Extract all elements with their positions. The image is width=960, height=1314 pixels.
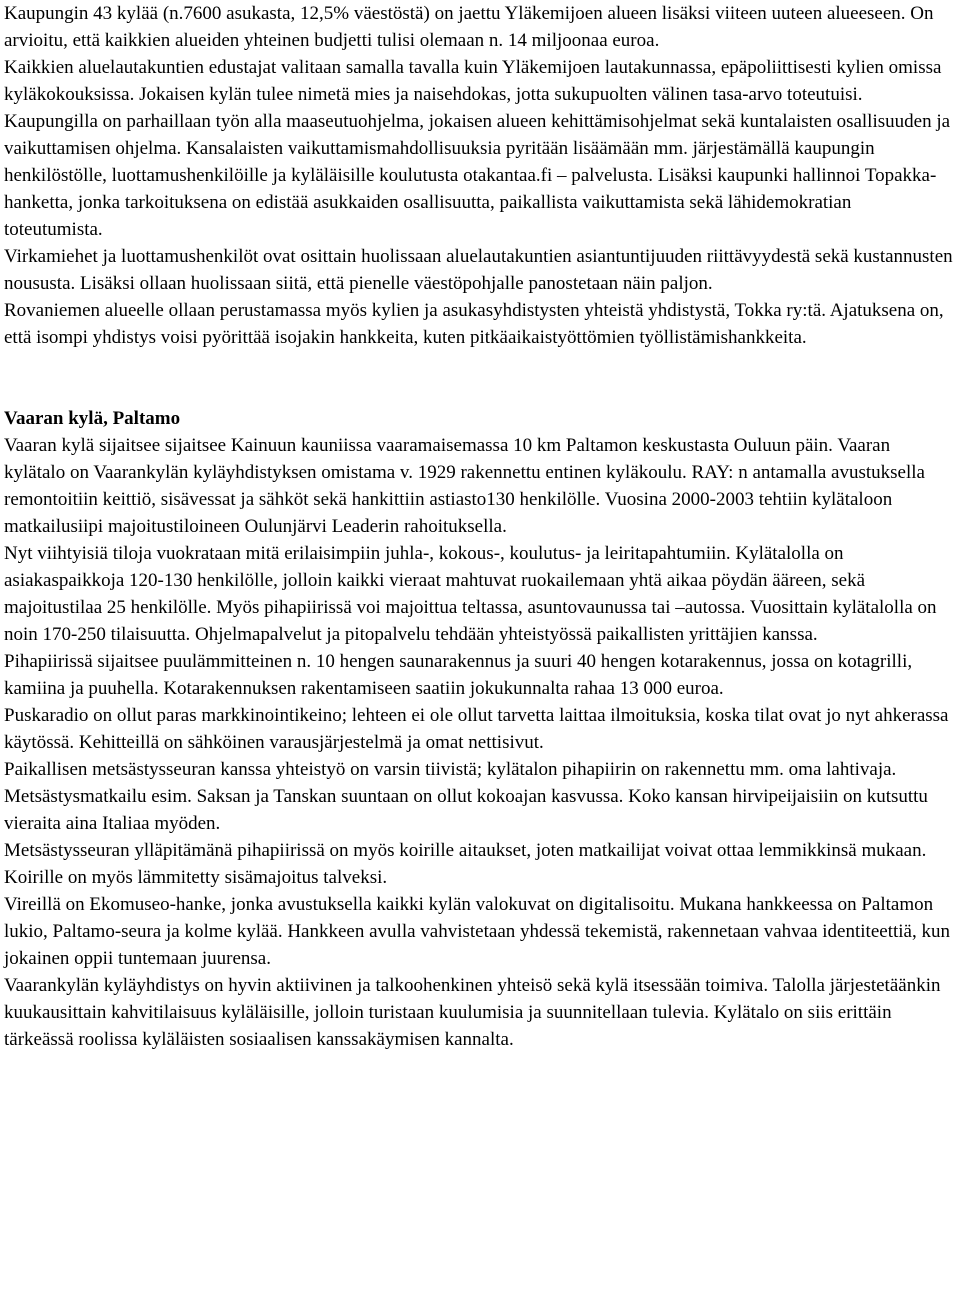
paragraph: Vireillä on Ekomuseo-hanke, jonka avustuksella kaikki kylän valokuvat on digitalisoitu. Mukana hankkeessa on Paltamon lukio, Paltamo-seura ja kolme kylää. Hankkeen avulla vahvistetaan yhdessä tekemistä, rakennetaan vahvaa identiteettiä, kun jokainen oppii tuntemaan juurensa. xyxy=(4,894,950,969)
paragraph: Kaupungin 43 kylää (n.7600 asukasta, 12,5% väestöstä) on jaettu Yläkemijoen alueen lisäksi viiteen uuteen alueeseen. On arvioitu, että kaikkien alueiden yhteinen budjetti tulisi olemaan n. 14 miljoonaa euroa. xyxy=(4,3,934,51)
paragraph: Kaupungilla on parhaillaan työn alla maaseutuohjelma, jokaisen alueen kehittämisohjelmat sekä kuntalaisten osallisuuden ja vaikuttamisen ohjelma. Kansalaisten vaikuttamismahdollisuuksia pyritään lisäämään mm. järjestämällä kaupungin henkilöstölle, luottamushenkilöille ja kyläläisille koulutusta otakantaa.fi – palvelusta. Lisäksi kaupunki hallinnoi Topakka-hanketta, jonka tarkoituksena on edistää asukkaiden osallisuutta, paikallista vaikuttamista sekä lähidemokratian toteutumista. xyxy=(4,111,951,240)
paragraph: Rovaniemen alueelle ollaan perustamassa myös kylien ja asukasyhdistysten yhteistä yhdistystä, Tokka ry:tä. Ajatuksena on, että isompi yhdistys voisi pyörittää isojakin hankkeita, kuten pitkäaikaistyöttömien työllistämishankkeita. xyxy=(4,300,944,348)
paragraph: Nyt viihtyisiä tiloja vuokrataan mitä erilaisimpiin juhla-, kokous-, koulutus- ja leiritapahtumiin. Kylätalolla on asiakaspaikkoja 120-130 henkilölle, jolloin kaikki vieraat mahtuvat ruokailemaan yhtä aikaa pöydän ääreen, sekä majoitustilaa 25 henkilölle. Myös pihapiirissä voi majoittua teltassa, asuntovaunussa tai –autossa. Vuosittain kylätalolla on noin 170-250 tilaisuutta. Ohjelmapalvelut ja pitopalvelu tehdään yhteistyössä paikallisten yrittäjien kanssa. xyxy=(4,543,937,645)
paragraph: Puskaradio on ollut paras markkinointikeino; lehteen ei ole ollut tarvetta laittaa ilmoituksia, koska tilat ovat jo nyt ahkerassa käytössä. Kehitteillä on sähköinen varausjärjestelmä ja omat nettisivut. xyxy=(4,705,949,753)
document-page xyxy=(4,0,954,1053)
paragraph: Pihapiirissä sijaitsee puulämmitteinen n. 10 hengen saunarakennus ja suuri 40 hengen kotarakennus, jossa on kotagrilli, kamiina ja puuhella. Kotarakennuksen rakentamiseen saatiin jokukunnalta rahaa 13 000 euroa. xyxy=(4,651,913,699)
paragraph: Kaikkien aluelautakuntien edustajat valitaan samalla tavalla kuin Yläkemijoen lautakunnassa, epäpoliittisesti kylien omissa kyläkokouksissa. Jokaisen kylän tulee nimetä mies ja naisehdokas, jotta sukupuolten välinen tasa-arvo toteutuisi. xyxy=(4,57,942,105)
paragraph: Virkamiehet ja luottamushenkilöt ovat osittain huolissaan aluelautakuntien asiantuntijuuden riittävyydestä sekä kustannusten noususta. Lisäksi ollaan huolissaan siitä, että pienelle väestöpohjalle panostetaan näin paljon. xyxy=(4,246,953,294)
section-heading: Vaaran kylä, Paltamo xyxy=(4,408,181,429)
paragraph: Paikallisen metsästysseuran kanssa yhteistyö on varsin tiivistä; kylätalon pihapiirin on rakennettu mm. oma lahtivaja. Metsästysmatkailu esim. Saksan ja Tanskan suuntaan on ollut kokoajan kasvussa. Koko kansan hirvipeijaisiin on kutsuttu vieraita aina Italiaa myöden. xyxy=(4,759,928,834)
section-gap xyxy=(4,351,954,405)
paragraph: Vaaran kylä sijaitsee sijaitsee Kainuun kauniissa vaaramaisemassa 10 km Paltamon keskustasta Ouluun päin. Vaaran kylätalo on Vaarankylän kyläyhdistyksen omistama v. 1929 rakennettu entinen kyläkoulu. RAY: n antamalla avustuksella remontoitiin keittiö, sisävessat ja sähköt sekä hankittiin astiasto130 henkilölle. Vuosina 2000-2003 tehtiin kylätaloon matkailusiipi majoitustiloineen Oulunjärvi Leaderin rahoituksella. xyxy=(4,435,925,537)
paragraph: Vaarankylän kyläyhdistys on hyvin aktiivinen ja talkoohenkinen yhteisö sekä kylä itsessään toimiva. Talolla järjestetäänkin kuukausittain kahvitilaisuus kyläläisille, jolloin turistaan kuulumisia ja suunnitellaan tulevia. Kylätalo on siis erittäin tärkeässä roolissa kyläläisten sosiaalisen kanssakäymisen kannalta. xyxy=(4,975,941,1050)
paragraph: Metsästysseuran ylläpitämänä pihapiirissä on myös koirille aitaukset, joten matkailijat voivat ottaa lemmikkinsä mukaan. Koirille on myös lämmitetty sisämajoitus talveksi. xyxy=(4,840,927,888)
